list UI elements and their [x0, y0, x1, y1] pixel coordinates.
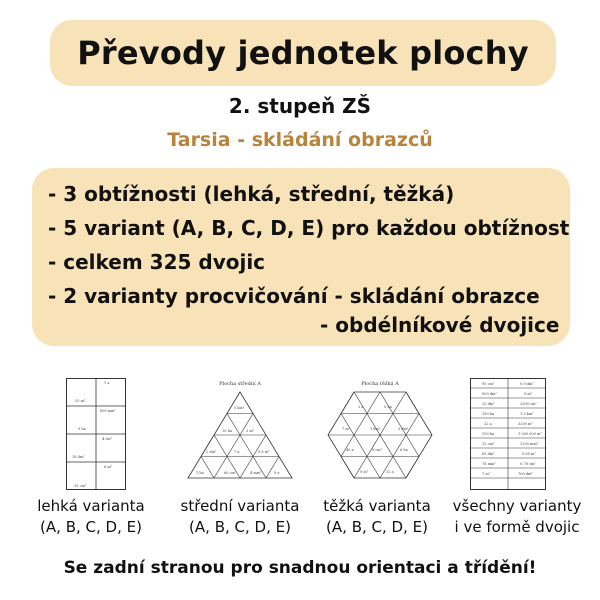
- caption-pairs-line2: i ve formě dvojic: [454, 518, 580, 536]
- svg-text:3 dm²: 3 dm²: [398, 427, 409, 431]
- svg-text:25 m²: 25 m²: [75, 399, 86, 403]
- svg-text:1 ha: 1 ha: [196, 471, 204, 475]
- hard-thumb-title: Plocha těžká A: [361, 381, 399, 387]
- feature-rect-pairs: - obdélníkové dvojice: [320, 313, 560, 337]
- svg-text:6 m²: 6 m²: [104, 465, 113, 469]
- medium-variant-thumbnail: [184, 378, 296, 490]
- svg-text:9 ha: 9 ha: [78, 427, 86, 431]
- svg-text:1 000 000 m²: 1 000 000 m²: [518, 432, 542, 436]
- svg-text:78 mm²: 78 mm²: [482, 462, 496, 466]
- svg-text:0.9 dm²: 0.9 dm²: [520, 382, 534, 386]
- caption-easy: [16, 496, 166, 538]
- svg-text:2 a: 2 a: [358, 405, 364, 409]
- caption-pairs-line1: všechny varianty: [452, 497, 582, 515]
- caption-hard: [302, 496, 452, 538]
- svg-text:10 ha: 10 ha: [222, 429, 232, 433]
- svg-text:1 a: 1 a: [104, 381, 110, 385]
- svg-text:9 m²: 9 m²: [524, 392, 533, 396]
- svg-text:95 cm²: 95 cm²: [482, 382, 495, 386]
- svg-text:0.65 m²: 0.65 m²: [522, 452, 536, 456]
- svg-text:7 a: 7 a: [234, 450, 240, 454]
- hard-variant-thumbnail: [322, 378, 438, 490]
- svg-text:0.78 cm²: 0.78 cm²: [520, 462, 536, 466]
- features-box: [32, 168, 570, 346]
- svg-text:0.8 m²: 0.8 m²: [258, 450, 270, 454]
- easy-variant-thumbnail: [66, 378, 126, 490]
- svg-text:7 m²: 7 m²: [342, 427, 351, 431]
- svg-text:4 cm²: 4 cm²: [102, 437, 113, 441]
- svg-text:4 mm²: 4 mm²: [250, 471, 262, 475]
- svg-text:8 cm²: 8 cm²: [372, 448, 383, 452]
- feature-variants: - 5 variant (A, B, C, D, E) pro každou obtížnost: [48, 216, 570, 240]
- svg-text:12 a: 12 a: [386, 470, 394, 474]
- caption-medium-line1: střední varianta: [180, 497, 300, 515]
- svg-text:65 dm²: 65 dm²: [482, 452, 495, 456]
- svg-text:700 dm²: 700 dm²: [518, 472, 533, 476]
- caption-medium: [165, 496, 315, 538]
- svg-text:40 a: 40 a: [346, 448, 354, 452]
- caption-hard-line1: těžká varianta: [323, 497, 431, 515]
- grade-subtitle: 2. stupeň ZŠ: [228, 94, 372, 118]
- caption-easy-line2: (A, B, C, D, E): [40, 518, 142, 536]
- svg-text:1 km²: 1 km²: [370, 427, 381, 431]
- svg-text:35 cm²: 35 cm²: [74, 484, 87, 488]
- medium-thumb-title: Plocha střední A: [219, 381, 261, 387]
- svg-text:2 dm²: 2 dm²: [206, 450, 217, 454]
- svg-text:5 ha: 5 ha: [384, 405, 392, 409]
- svg-text:32 a: 32 a: [484, 422, 492, 426]
- footer-note: Se zadní stranou pro snadnou orientaci a třídění!: [63, 558, 537, 578]
- svg-text:2500 cm²: 2500 cm²: [520, 402, 537, 406]
- svg-text:7 m²: 7 m²: [482, 472, 491, 476]
- svg-text:6 ha: 6 ha: [400, 448, 408, 452]
- svg-text:9 a: 9 a: [274, 471, 280, 475]
- caption-medium-line2: (A, B, C, D, E): [189, 518, 291, 536]
- svg-text:800 mm²: 800 mm²: [100, 409, 116, 413]
- svg-text:900 dm²: 900 dm²: [482, 392, 497, 396]
- caption-easy-line1: lehká varianta: [37, 497, 145, 515]
- feature-total-pairs: - celkem 325 dvojic: [48, 250, 266, 274]
- svg-text:9 m²: 9 m²: [360, 470, 369, 474]
- feature-practice-modes: - 2 varianty procvičování - skládání obrazce: [48, 284, 540, 308]
- svg-text:1.5 km²: 1.5 km²: [520, 412, 534, 416]
- svg-text:5 km²: 5 km²: [234, 406, 245, 410]
- svg-text:3200 m²: 3200 m²: [518, 422, 533, 426]
- svg-text:25 dm²: 25 dm²: [482, 402, 495, 406]
- svg-text:60 cm²: 60 cm²: [224, 471, 237, 475]
- svg-text:12 cm²: 12 cm²: [482, 442, 495, 446]
- svg-text:18 dm²: 18 dm²: [72, 455, 85, 459]
- svg-text:100 ha: 100 ha: [482, 432, 495, 436]
- caption-hard-line2: (A, B, C, D, E): [326, 518, 428, 536]
- svg-text:150 ha: 150 ha: [482, 412, 495, 416]
- pairs-variant-thumbnail: [470, 378, 546, 490]
- feature-difficulties: - 3 obtížnosti (lehká, střední, těžká): [48, 182, 455, 206]
- svg-text:1200 mm²: 1200 mm²: [520, 442, 539, 446]
- tarsia-subtitle: Tarsia - skládání obrazců: [167, 129, 433, 151]
- title-banner: [50, 20, 556, 86]
- svg-text:3 m²: 3 m²: [246, 429, 255, 433]
- caption-pairs: [442, 496, 592, 538]
- page-title: Převody jednotek plochy: [77, 34, 529, 72]
